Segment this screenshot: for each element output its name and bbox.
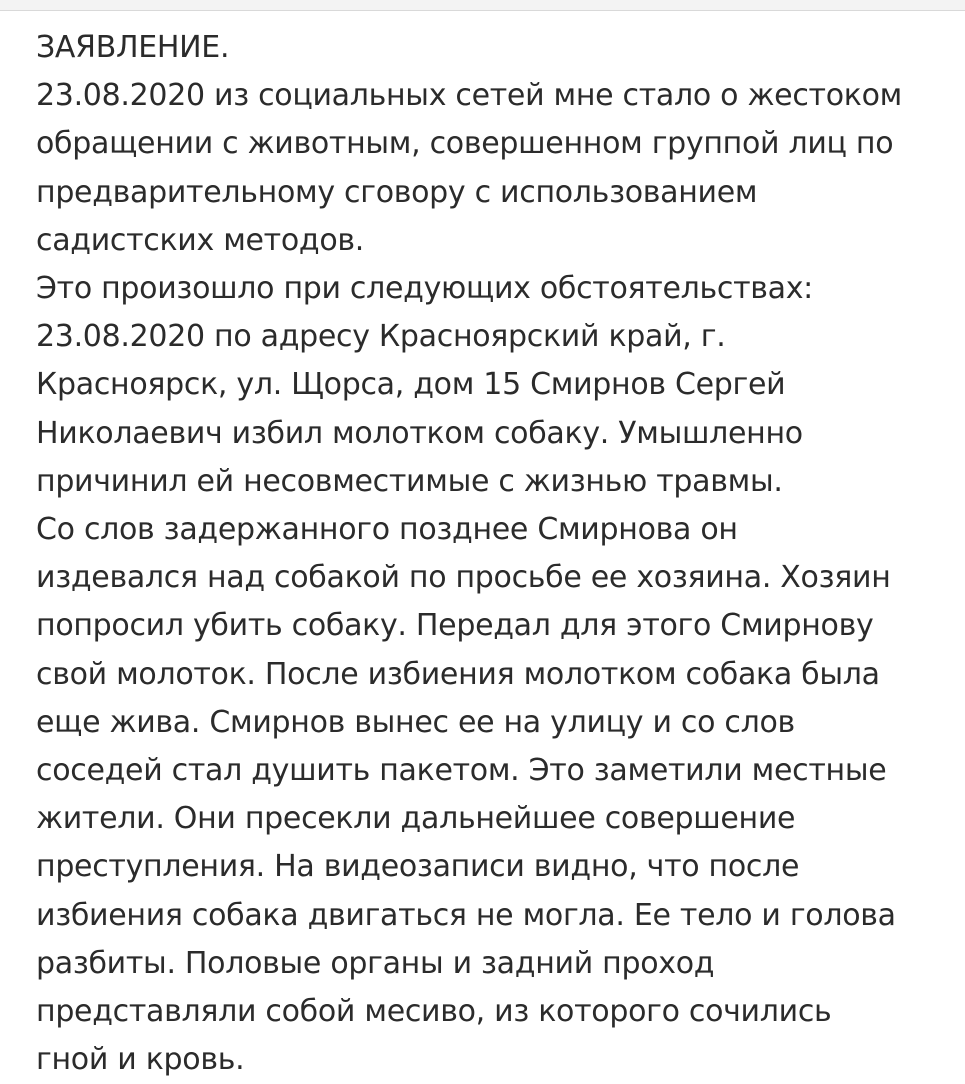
text-line: 23.08.2020 из социальных сетей мне стало о жестоком xyxy=(36,78,902,114)
text-line: издевался над собакой по просьбе ее хозяина. Хозяин xyxy=(36,560,891,596)
text-line: Со слов задержанного позднее Смирнова он xyxy=(36,512,738,548)
text-line: причинил ей несовместимые с жизнью травмы. xyxy=(36,463,783,499)
text-line: свой молоток. После избиения молотком собака была xyxy=(36,656,880,692)
top-divider xyxy=(0,0,965,11)
statement-title: ЗАЯВЛЕНИЕ. xyxy=(36,30,230,65)
text-line: Это произошло при следующих обстоятельствах: xyxy=(36,271,813,307)
text-line: соседей стал душить пакетом. Это заметили местные xyxy=(36,753,887,789)
text-line: Николаевич избил молотком собаку. Умышленно xyxy=(36,415,803,451)
text-line: 23.08.2020 по адресу Красноярский край, г. xyxy=(36,319,726,355)
text-line: садистских методов. xyxy=(36,222,365,258)
text-line: еще жива. Смирнов вынес ее на улицу и со слов xyxy=(36,704,795,740)
text-line: обращении с животным, совершенном группой лиц по xyxy=(36,126,894,162)
statement-text xyxy=(36,24,951,1084)
text-line: попросил убить собаку. Передал для этого Смирнову xyxy=(36,608,874,644)
text-line: избиения собака двигаться не могла. Ее тело и голова xyxy=(36,897,896,933)
text-line: представляли собой месиво, из которого сочились xyxy=(36,994,832,1030)
text-line: предварительному сговору с использованием xyxy=(36,174,758,210)
text-line: Красноярск, ул. Щорса, дом 15 Смирнов Сергей xyxy=(36,367,786,403)
text-line: гной и кровь. xyxy=(36,1042,245,1078)
text-line: преступления. На видеозаписи видно, что после xyxy=(36,849,800,885)
text-line: разбиты. Половые органы и задний проход xyxy=(36,945,715,981)
text-line: жители. Они пресекли дальнейшее совершение xyxy=(36,801,796,837)
